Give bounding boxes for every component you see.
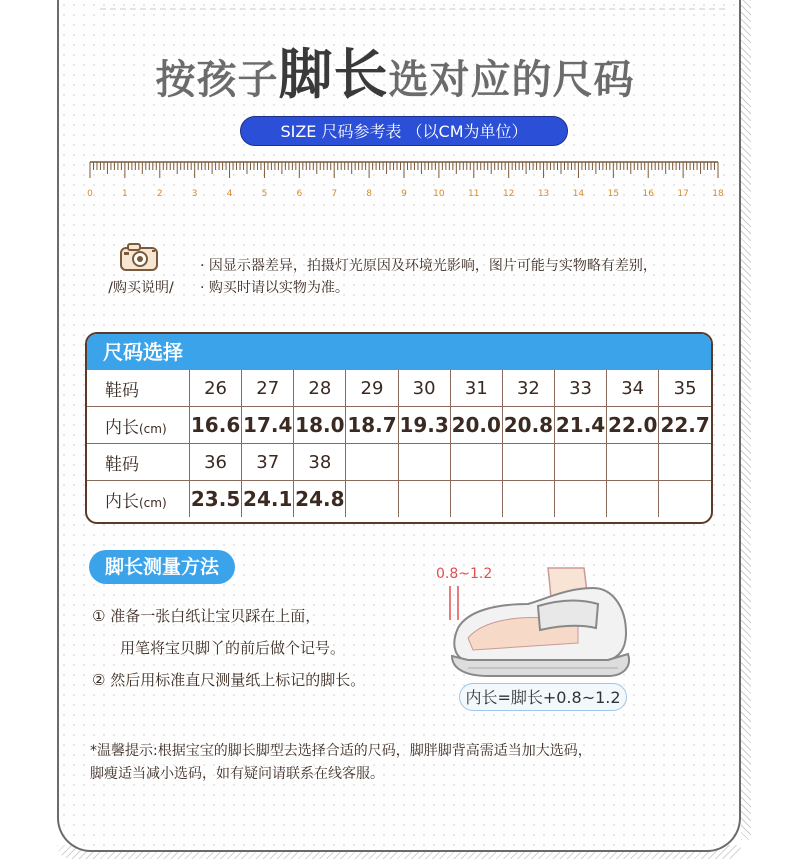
tip-line: *温馨提示:根据宝宝的脚长脚型去选择合适的尺码，脚胖脚背高需适当加大选码， <box>90 743 592 759</box>
purchase-note-label: /购买说明/ <box>108 280 174 296</box>
inner-length-cell: 20.0 <box>450 407 502 444</box>
inner-length-cell <box>450 481 502 518</box>
ruler-label: 18 <box>712 189 724 199</box>
ruler-label: 7 <box>331 189 338 199</box>
shoe-size-cell <box>398 444 450 481</box>
size-row <box>87 370 711 407</box>
inner-length-cell <box>398 481 450 518</box>
shoe-size-cell <box>450 444 502 481</box>
size-reference-badge: SIZE 尺码参考表 （以CM为单位） <box>240 116 568 146</box>
title-part-1: 按孩子 <box>155 57 279 103</box>
inner-length-cell: 21.4 <box>554 407 606 444</box>
ruler-graphic <box>86 160 726 204</box>
inner-length-cell: 17.4 <box>242 407 294 444</box>
inner-length-cell <box>502 481 554 518</box>
ruler-label: 8 <box>366 189 372 199</box>
tip-line: 脚瘦适当减小选码，如有疑问请联系在线客服。 <box>90 766 384 782</box>
ruler-label: 10 <box>433 189 445 199</box>
inner-length-cell: 20.8 <box>502 407 554 444</box>
size-chart <box>85 332 713 524</box>
shoe-size-cell <box>607 444 659 481</box>
ruler-label: 13 <box>537 189 550 199</box>
length-unit: (cm) <box>139 495 167 510</box>
shoe-size-cell: 30 <box>398 370 450 407</box>
margin-label: 0.8~1.2 <box>436 566 493 582</box>
ruler-label: 5 <box>261 189 268 199</box>
shoe-size-cell: 28 <box>294 370 346 407</box>
shoe-size-cell: 35 <box>659 370 711 407</box>
shoe-illustration <box>428 558 638 688</box>
size-chart-header: 尺码选择 <box>87 334 711 370</box>
ruler-label: 9 <box>401 189 407 199</box>
shoe-size-cell <box>502 444 554 481</box>
length-row-label <box>87 407 190 444</box>
camera-icon <box>118 242 160 274</box>
shoe-size-cell <box>346 444 398 481</box>
page-title <box>0 32 790 109</box>
inner-length-cell: 23.5 <box>190 481 242 518</box>
size-table <box>87 370 711 517</box>
shoe-size-cell: 32 <box>502 370 554 407</box>
top-divider <box>100 8 725 10</box>
ruler-label: 0 <box>87 189 93 199</box>
inner-length-cell: 24.1 <box>242 481 294 518</box>
ruler-label: 6 <box>296 189 303 199</box>
shoe-size-cell: 36 <box>190 444 242 481</box>
inner-length-formula: 内长=脚长+0.8~1.2 <box>459 683 627 711</box>
ruler-label: 3 <box>191 189 198 199</box>
ruler-label: 1 <box>122 189 128 199</box>
ruler <box>86 160 726 204</box>
inner-length-cell: 22.7 <box>659 407 711 444</box>
title-part-3: 选对应的尺码 <box>388 57 635 103</box>
size-row <box>87 444 711 481</box>
shoe-size-cell: 27 <box>242 370 294 407</box>
inner-length-cell <box>346 481 398 518</box>
measure-steps <box>92 600 432 696</box>
row-label-text: 内长 <box>105 491 139 512</box>
size-row-label <box>87 444 190 481</box>
ruler-label: 15 <box>607 189 620 199</box>
inner-length-cell <box>607 481 659 518</box>
measure-step-1: ① 准备一张白纸让宝贝踩在上面， <box>92 607 321 625</box>
ruler-label: 14 <box>572 189 585 199</box>
inner-length-cell: 18.0 <box>294 407 346 444</box>
inner-length-cell: 24.8 <box>294 481 346 518</box>
title-part-2: 脚长 <box>278 43 389 106</box>
shoe-size-cell: 31 <box>450 370 502 407</box>
ruler-label: 11 <box>468 189 480 199</box>
shoe-size-cell: 26 <box>190 370 242 407</box>
shoe-size-cell <box>659 444 711 481</box>
measure-step-2: ② 然后用标准直尺测量纸上标记的脚长。 <box>92 671 366 689</box>
inner-length-cell <box>659 481 711 518</box>
inner-length-cell: 18.7 <box>346 407 398 444</box>
inner-length-cell <box>554 481 606 518</box>
shoe-size-cell: 37 <box>242 444 294 481</box>
ruler-label: 16 <box>642 189 654 199</box>
ruler-label: 4 <box>226 189 233 199</box>
purchase-notes <box>200 255 720 299</box>
shoe-size-cell: 38 <box>294 444 346 481</box>
row-label-text: 鞋码 <box>105 380 139 401</box>
warm-tip <box>90 740 710 786</box>
size-row-label <box>87 370 190 407</box>
shoe-size-cell: 33 <box>554 370 606 407</box>
shoe-size-cell <box>554 444 606 481</box>
length-row-label <box>87 481 190 518</box>
ruler-label: 2 <box>156 189 163 199</box>
measure-step-1-cont: 用笔将宝贝脚丫的前后做个记号。 <box>120 639 346 657</box>
decorative-hatch-right <box>741 0 751 840</box>
ruler-label: 12 <box>502 189 515 199</box>
measure-method-title: 脚长测量方法 <box>89 550 235 584</box>
row-label-text: 内长 <box>105 417 139 438</box>
length-row <box>87 407 711 444</box>
ruler-label: 17 <box>677 189 689 199</box>
length-unit: (cm) <box>139 421 167 436</box>
inner-length-cell: 22.0 <box>607 407 659 444</box>
purchase-note-line: · 因显示器差异，拍摄灯光原因及环境光影响，图片可能与实物略有差别， <box>200 258 657 274</box>
row-label-text: 鞋码 <box>105 454 139 475</box>
purchase-note-line: · 购买时请以实物为准。 <box>200 280 349 296</box>
shoe-size-cell: 29 <box>346 370 398 407</box>
shoe-size-cell: 34 <box>607 370 659 407</box>
inner-length-cell: 16.6 <box>190 407 242 444</box>
length-row <box>87 481 711 518</box>
inner-length-cell: 19.3 <box>398 407 450 444</box>
